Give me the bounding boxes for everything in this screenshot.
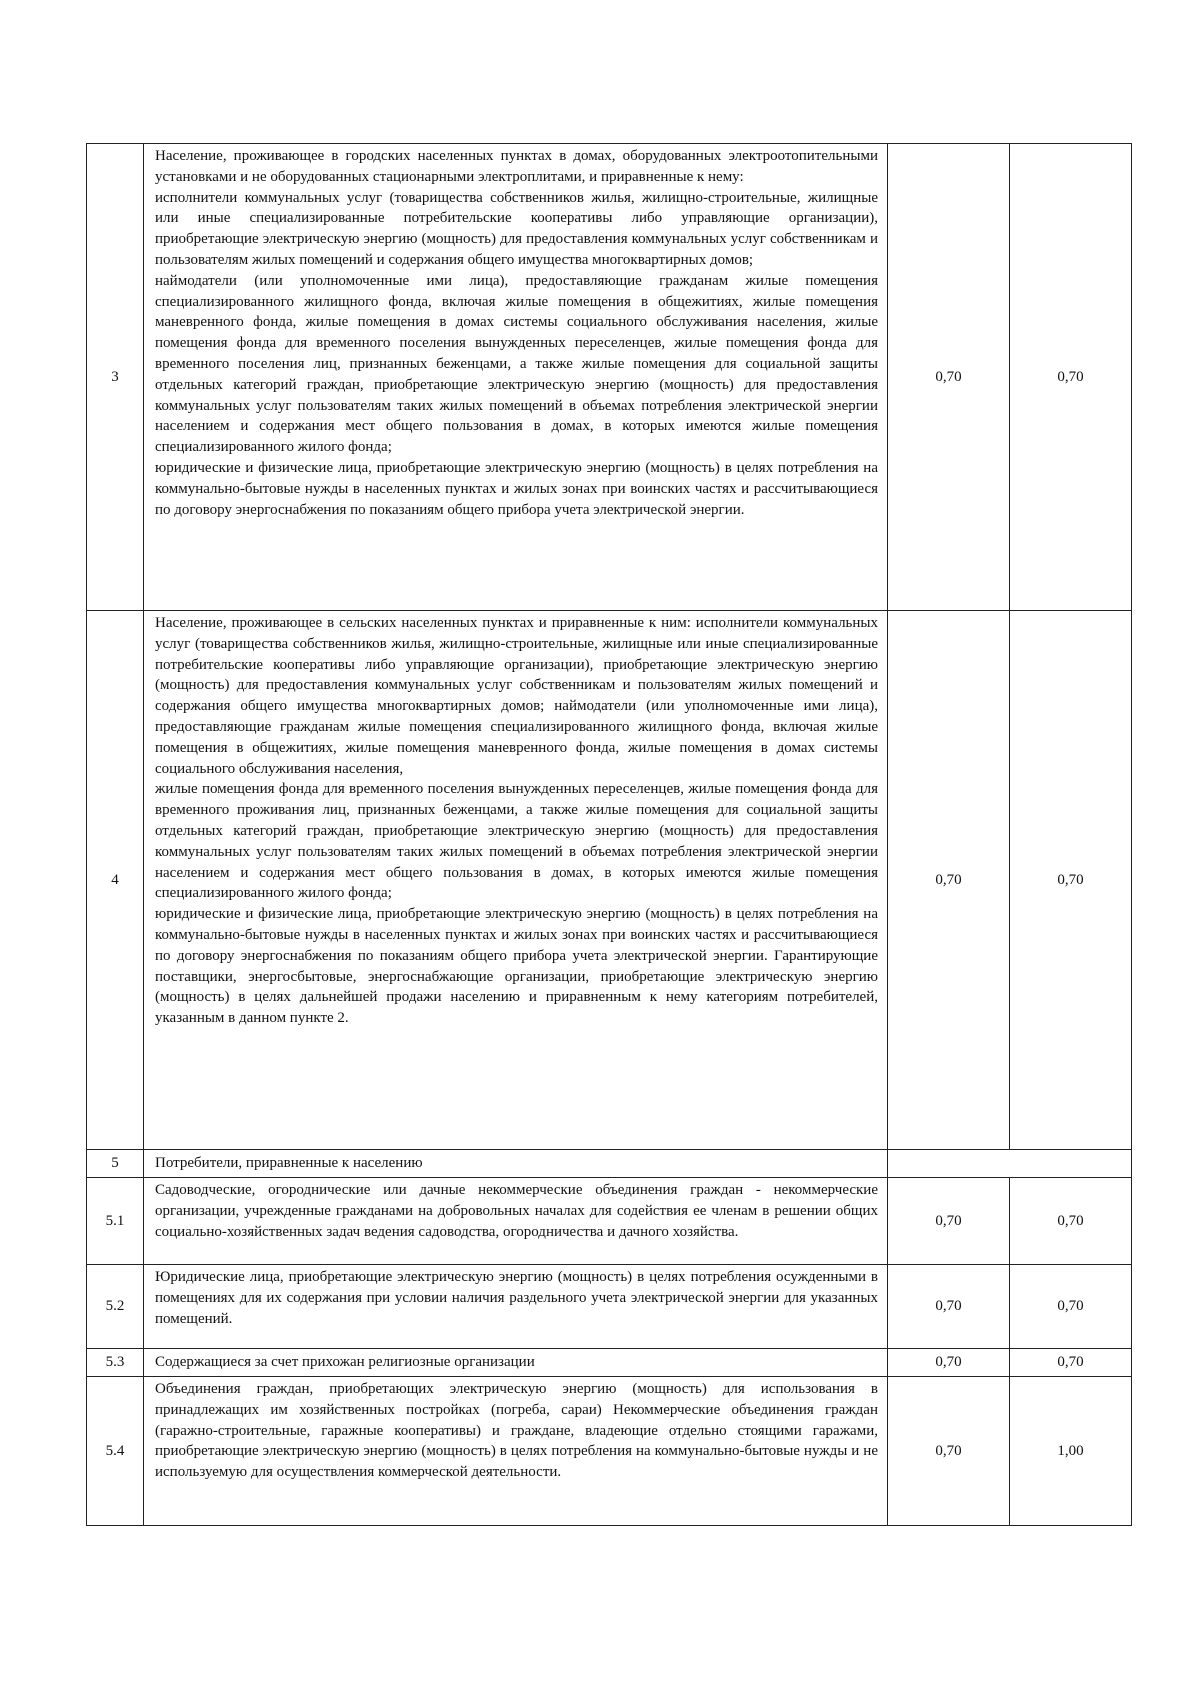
row-number: 5.3	[87, 1349, 144, 1377]
paragraph: Население, проживающее в сельских населенных пунктах и приравненные к ним: исполнители коммунальных услуг (товарищества собственников жилья, жилищно-строительные, жилищные или иные специализированные потребительские кооперативы либо управляющие организации), приобретающие электрическую энергию (мощность) для предоставления коммунальных услуг собственникам и пользователям жилых помещений и содержания общего имущества многоквартирных домов; наймодатели (или уполномоченные ими лица), предоставляющие гражданам жилые помещения специализированного жилищного фонда, включая жилые помещения в общежитиях, жилые помещения маневренного фонда, жилые помещения в домах системы социального обслуживания населения,	[155, 615, 878, 777]
paragraph: Садоводческие, огороднические или дачные некоммерческие объединения граждан - некоммерческие организации, учрежденные гражданами на добровольных началах для содействия ее членам в решении общих социально-хозяйственных задач ведения садоводства, огородничества и дачного хозяйства.	[155, 1182, 878, 1240]
coefficient-value-1: 0,70	[888, 144, 1010, 611]
coefficient-value-2: 0,70	[1010, 1178, 1132, 1265]
coefficient-value-1: 0,70	[888, 1265, 1010, 1349]
table-row	[87, 1349, 1132, 1377]
row-description	[144, 1377, 888, 1526]
row-description	[144, 611, 888, 1150]
row-number: 4	[87, 611, 144, 1150]
coefficient-value-2: 0,70	[1010, 1349, 1132, 1377]
paragraph: юридические и физические лица, приобретающие электрическую энергию (мощность) в целях потребления на коммунально-бытовые нужды в населенных пунктах и жилых зонах при воинских частях и рассчитывающиеся по договору энергоснабжения по показаниям общего прибора учета электрической энергии.	[155, 459, 878, 518]
table-row	[87, 611, 1132, 1150]
row-description	[144, 1349, 888, 1377]
table-row	[87, 1178, 1132, 1265]
row-number: 5.2	[87, 1265, 144, 1349]
paragraph: исполнители коммунальных услуг (товарищества собственников жилья, жилищно-строительные, жилищные или иные специализированные потребительские кооперативы либо управляющие организации), приобретающие электрическую энергию (мощность) для предоставления коммунальных услуг собственникам и пользователям жилых помещений и содержания общего имущества многоквартирных домов;	[155, 189, 878, 268]
row-number: 5.4	[87, 1377, 144, 1526]
paragraph: наймодатели (или уполномоченные ими лица), предоставляющие гражданам жилые помещения специализированного жилищного фонда, включая жилые помещения в общежитиях, жилые помещения маневренного фонда, жилые помещения в домах системы социального обслуживания населения, жилые помещения фонда для временного поселения вынужденных переселенцев, жилые помещения фонда для временного поселения лиц, признанных беженцами, а также жилые помещения для социальной защиты отдельных категорий граждан, приобретающие электрическую энергию (мощность) для предоставления коммунальных услуг пользователям таких жилых помещений в объемах потребления электрической энергии населением и содержания мест общего пользования в домах, в которых имеются жилые помещения специализированного жилого фонда;	[155, 272, 878, 456]
coefficient-value-1: 0,70	[888, 1377, 1010, 1526]
coefficient-value-1: 0,70	[888, 1349, 1010, 1377]
table-row	[87, 1150, 1132, 1178]
row-number: 5	[87, 1150, 144, 1178]
document-page	[86, 143, 1131, 1526]
table-row	[87, 144, 1132, 611]
table-row	[87, 1265, 1132, 1349]
paragraph: юридические и физические лица, приобретающие электрическую энергию (мощность) в целях потребления на коммунально-бытовые нужды в населенных пунктах и жилых зонах при воинских частях и рассчитывающиеся по договору энергоснабжения по показаниям общего прибора учета электрической энергии. Гарантирующие поставщики, энергосбытовые, энергоснабжающие организации, приобретающие электрическую энергию (мощность) в целях дальнейшей продажи населению и приравненным к нему категориям потребителей, указанным в данном пункте 2.	[155, 906, 878, 1027]
row-description	[144, 1178, 888, 1265]
row-number: 5.1	[87, 1178, 144, 1265]
coefficient-value-2: 1,00	[1010, 1377, 1132, 1526]
row-description	[144, 144, 888, 611]
paragraph: Содержащиеся за счет прихожан религиозные организации	[155, 1354, 535, 1371]
row-description	[144, 1150, 888, 1178]
empty-value-cell	[888, 1150, 1132, 1178]
paragraph: жилые помещения фонда для временного поселения вынужденных переселенцев, жилые помещения фонда для временного проживания лиц, признанных беженцами, а также жилые помещения для социальной защиты отдельных категорий граждан, приобретающие электрическую энергию (мощность) для предоставления коммунальных услуг пользователям таких жилых помещений в объемах потребления электрической энергии населением и содержания мест общего пользования в домах, в которых имеются жилые помещения специализированного жилого фонда;	[155, 781, 878, 902]
coefficient-value-1: 0,70	[888, 611, 1010, 1150]
row-number: 3	[87, 144, 144, 611]
paragraph: Население, проживающее в городских населенных пунктах в домах, оборудованных электроотопительными установками и не оборудованных стационарными электроплитами, и приравненные к нему:	[155, 148, 878, 185]
row-description	[144, 1265, 888, 1349]
coefficient-value-2: 0,70	[1010, 144, 1132, 611]
coefficient-value-2: 0,70	[1010, 611, 1132, 1150]
paragraph: Потребители, приравненные к населению	[155, 1155, 423, 1172]
paragraph: Объединения граждан, приобретающих электрическую энергию (мощность) для использования в принадлежащих им хозяйственных постройках (погреба, сараи) Некоммерческие объединения граждан (гаражно-строительные, гаражные кооперативы) и граждане, владеющие отдельно стоящими гаражами, приобретающие электрическую энергию (мощность) в целях потребления на коммунально-бытовые нужды и не используемую для осуществления коммерческой деятельности.	[155, 1381, 878, 1481]
paragraph: Юридические лица, приобретающие электрическую энергию (мощность) в целях потребления осужденными в помещениях для их содержания при условии наличия раздельного учета электрической энергии для указанных помещений.	[155, 1269, 878, 1327]
coefficient-value-1: 0,70	[888, 1178, 1010, 1265]
coefficient-value-2: 0,70	[1010, 1265, 1132, 1349]
table-row	[87, 1377, 1132, 1526]
tariff-coefficient-table	[86, 143, 1132, 1526]
